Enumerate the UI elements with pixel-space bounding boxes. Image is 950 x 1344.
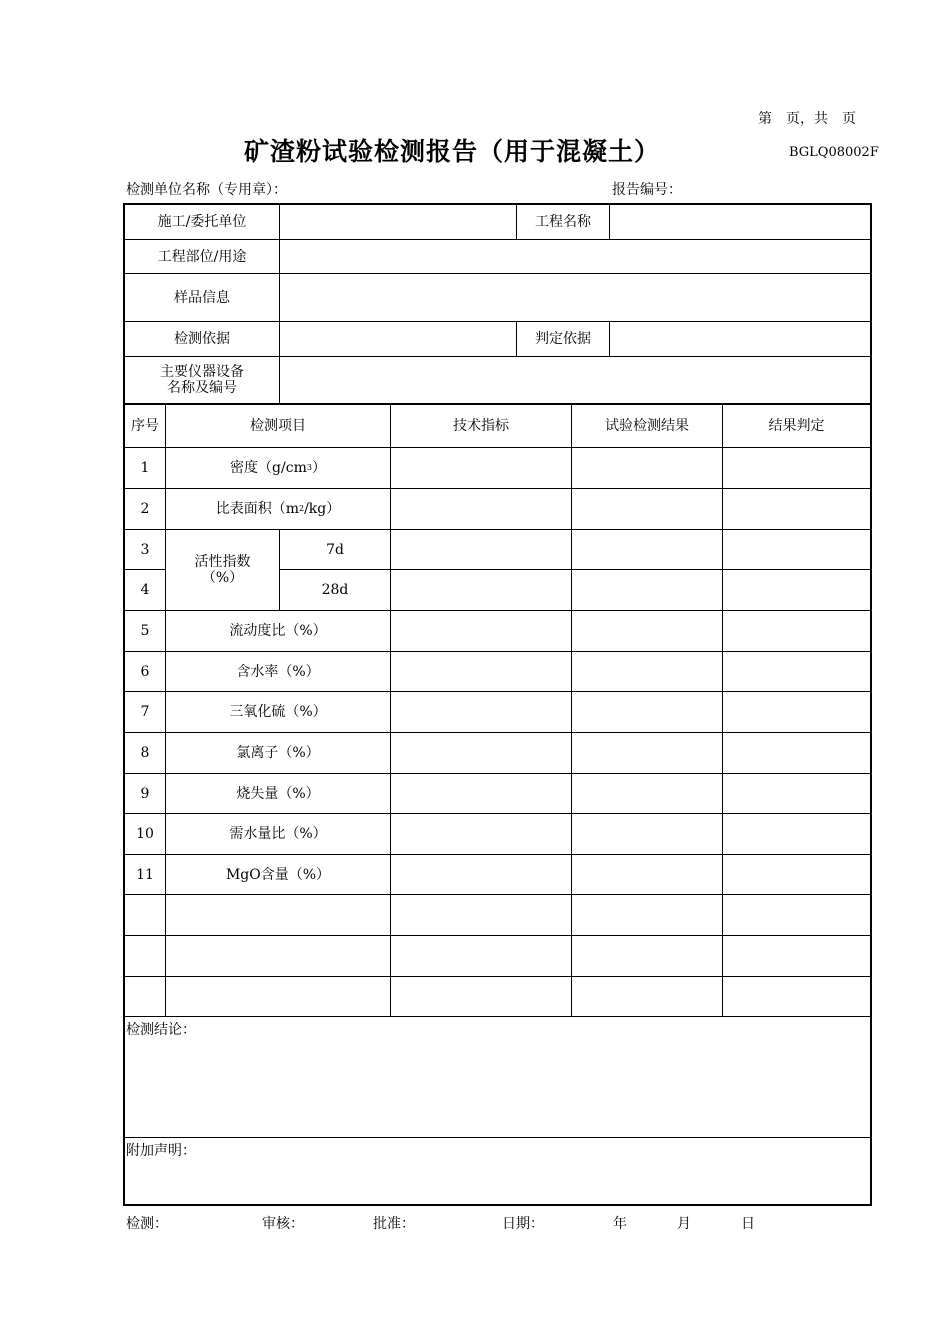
form-code: BGLQ08002F	[789, 145, 879, 160]
item-sulfur-trioxide: 三氧化硫（%）	[229, 704, 327, 720]
test-basis-label: 检测依据	[174, 331, 230, 347]
approver-label: 批准：	[373, 1216, 415, 1232]
equipment-value[interactable]	[280, 357, 870, 403]
row-no: 9	[140, 785, 150, 802]
header-judgement: 结果判定	[768, 418, 825, 434]
date-label: 日期：	[502, 1216, 544, 1232]
equipment-label: 主要仪器设备 名称及编号	[160, 364, 244, 396]
item-chloride-ion: 氯离子（%）	[236, 745, 320, 761]
project-name-label: 工程名称	[535, 214, 591, 230]
test-basis-value[interactable]	[280, 322, 516, 356]
location-label: 工程部位/用途	[157, 248, 247, 265]
org-name-label: 检测单位名称（专用章）：	[126, 182, 287, 198]
header-spec: 技术指标	[453, 418, 509, 434]
location-value[interactable]	[280, 240, 870, 273]
row-no: 5	[140, 623, 150, 639]
row-no: 2	[140, 501, 150, 517]
header-no: 序号	[131, 418, 159, 434]
project-name-value[interactable]	[610, 205, 870, 239]
item-density: 密度（g/cm 3 ）	[230, 460, 326, 476]
judge-basis-label: 判定依据	[535, 331, 591, 347]
item-activity-index: 活性指数 （%）	[194, 554, 251, 586]
item-activity-28d: 28d	[321, 582, 349, 598]
item-loss-on-ignition: 烧失量（%）	[236, 785, 320, 802]
month-label: 月	[677, 1216, 691, 1232]
row-no: 1	[140, 460, 150, 476]
conclusion-area[interactable]	[125, 1040, 870, 1136]
year-label: 年	[613, 1216, 627, 1232]
item-mgo-content: MgO含量（%）	[225, 866, 331, 883]
page-info: 第 页，共 页	[758, 111, 856, 127]
conclusion-label: 检测结论：	[126, 1022, 196, 1038]
client-label: 施工/委托单位	[157, 214, 247, 230]
tester-label: 检测：	[126, 1216, 168, 1232]
statement-label: 附加声明：	[126, 1143, 196, 1159]
item-water-demand-ratio: 需水量比（%）	[229, 826, 327, 842]
header-result: 试验检测结果	[605, 418, 689, 434]
row-no: 10	[136, 826, 154, 842]
header-item: 检测项目	[250, 418, 306, 434]
row-no: 11	[136, 866, 154, 883]
item-activity-7d: 7d	[326, 541, 344, 558]
report-title: 矿渣粉试验检测报告（用于混凝土）	[244, 137, 661, 166]
row-no: 3	[140, 541, 150, 558]
item-specific-surface: 比表面积（m 2 /kg）	[215, 501, 341, 517]
item-fluidity-ratio: 流动度比（%）	[229, 623, 327, 639]
judge-basis-value[interactable]	[610, 322, 870, 356]
statement-area[interactable]	[125, 1160, 870, 1204]
row-no: 6	[140, 663, 150, 680]
sample-label: 样品信息	[174, 289, 230, 306]
day-label: 日	[741, 1216, 755, 1232]
sample-value[interactable]	[280, 274, 870, 321]
item-moisture-content: 含水率（%）	[236, 663, 320, 680]
row-no: 8	[140, 745, 150, 761]
reviewer-label: 审核：	[262, 1216, 304, 1232]
report-number-label: 报告编号：	[612, 182, 682, 198]
row-no: 7	[140, 704, 150, 720]
row-no: 4	[140, 582, 150, 598]
client-value[interactable]	[280, 205, 516, 239]
